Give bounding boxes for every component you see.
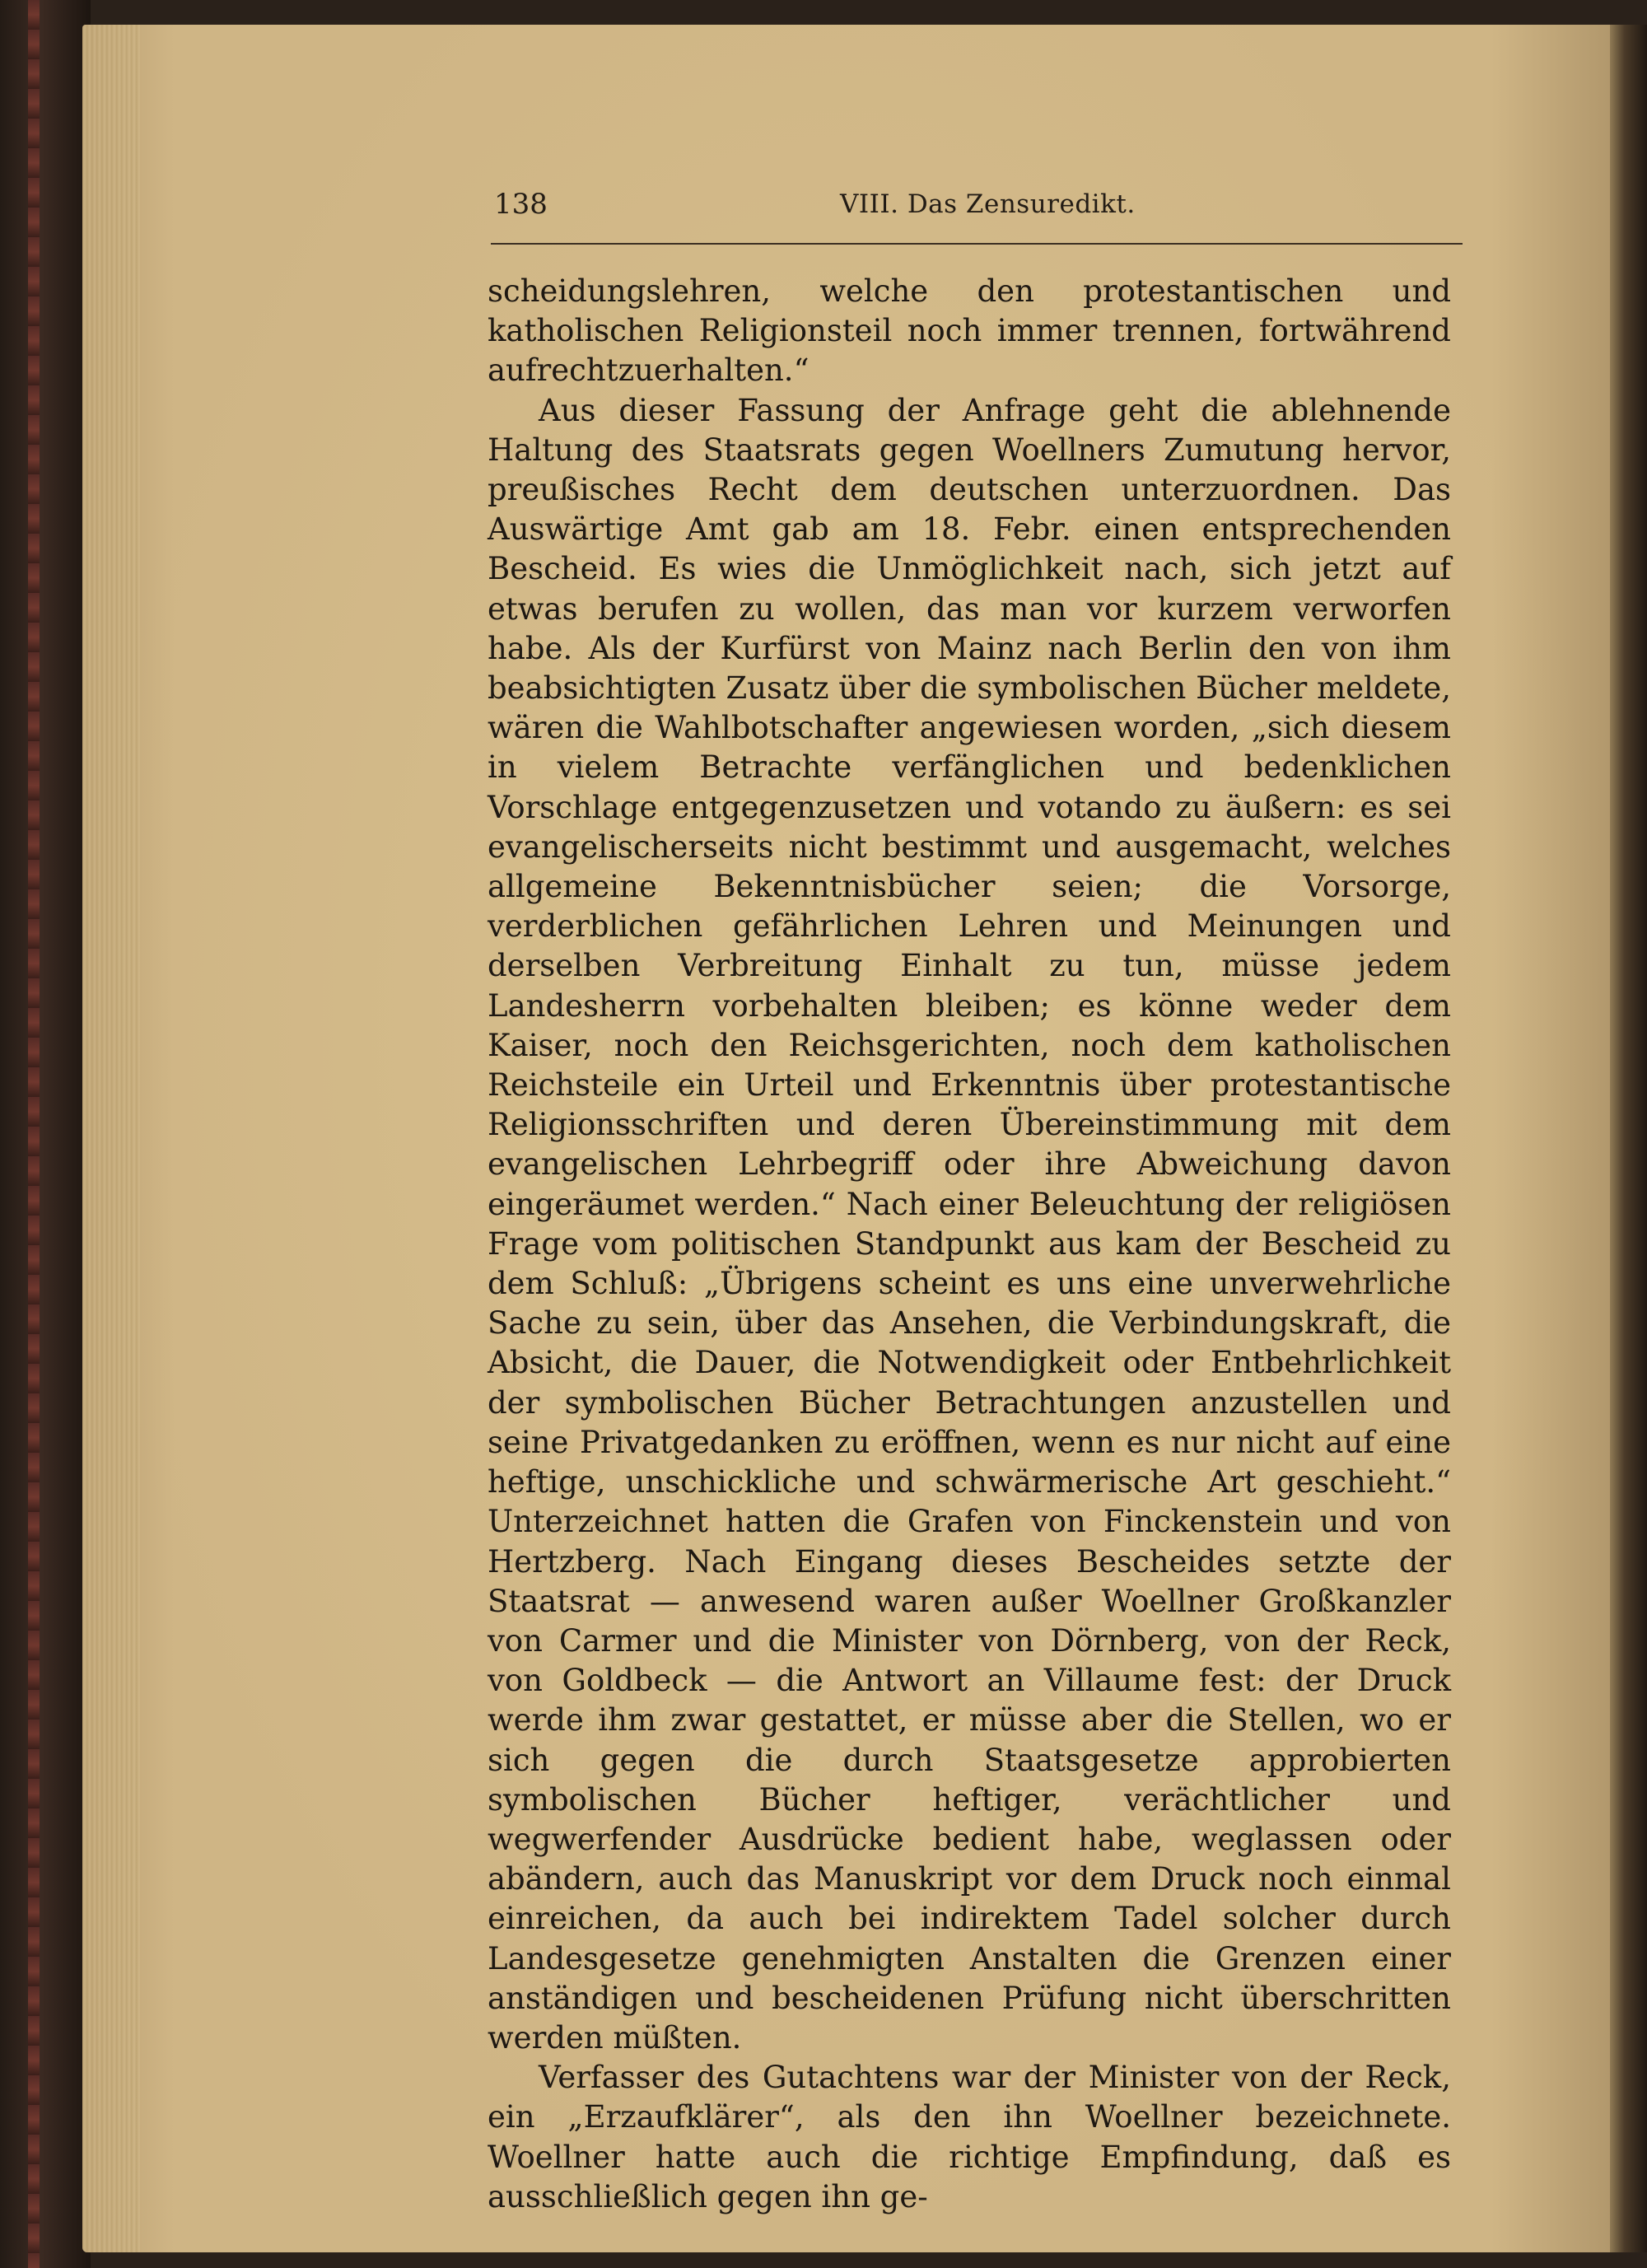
page-header — [494, 188, 1466, 237]
paragraph-main: Aus dieser Fassung der Anfrage geht die ablehnende Haltung des Staatsrats gegen Woellners Zumutung hervor, preußisches Recht dem deutschen unterzuordnen. Das Auswärtige Amt gab am 18. Febr. einen entsprechenden Bescheid. Es wies die Unmöglichkeit nach, sich jetzt auf etwas berufen zu wollen, das man vor kurzem verworfen habe. Als der Kurfürst von Mainz nach Berlin den von ihm beabsichtigten Zusatz über die symbolischen Bücher meldete, wären die Wahlbotschafter angewiesen worden, „sich diesem in vielem Betrachte verfänglichen und bedenklichen Vorschlage entgegenzusetzen und votando zu äußern: es sei evangelischerseits nicht bestimmt und ausgemacht, welches allgemeine Bekenntnisbücher seien; die Vorsorge, verderblichen gefährlichen Lehren und Meinungen und derselben Verbreitung Einhalt zu tun, müsse jedem Landesherrn vorbehalten bleiben; es könne weder dem Kaiser, noch den Reichsgerichten, noch dem katholischen Reichsteile ein Urteil und Erkenntnis über protestantische Religionsschriften und deren Übereinstimmung mit dem evangelischen Lehrbegriff oder ihre Abweichung davon eingeräumet werden.“ Nach einer Beleuchtung der religiösen Frage vom politischen Standpunkt aus kam der Bescheid zu dem Schluß: „Übrigens scheint es uns eine unverwehrliche Sache zu sein, über das Ansehen, die Verbindungskraft, die Absicht, die Dauer, die Notwendigkeit oder Entbehrlichkeit der symbolischen Bücher Betrachtungen anzustellen und seine Privatgedanken zu eröffnen, wenn es nur nicht auf eine heftige, unschickliche und schwärmerische Art geschieht.“ Unterzeichnet hatten die Grafen von Finckenstein und von Hertzberg. Nach Eingang dieses Bescheides setzte der Staatsrat — anwesend waren außer Woellner Großkanzler von Carmer und die Minister von Dörnberg, von der Reck, von Goldbeck — die Antwort an Villaume fest: der Druck werde ihm zwar gestattet, er müsse aber die Stellen, wo er sich gegen die durch Staatsgesetze approbierten symbolischen Bücher heftiger, verächtlicher und wegwerfender Ausdrücke bedient habe, weglassen oder abändern, auch das Manuskript vor dem Druck noch einmal einreichen, da auch bei indirektem Tadel solcher durch Landesgesetze genehmigten Anstalten die Grenzen einer anständigen und bescheidenen Prüfung nicht überschritten werden müßten. — [488, 392, 1451, 2056]
running-head: VIII. Das Zensuredikt. — [840, 189, 1136, 219]
body-text — [488, 272, 1451, 2217]
page-number: 138 — [494, 188, 548, 221]
paragraph-final: Verfasser des Gutachtens war der Minister von der Reck, ein „Erzaufklärer“, als den ihn Woellner bezeichnete. Woellner hatte auch die richtige Empfindung, daß es ausschließlich gegen ihn ge- — [488, 2060, 1451, 2214]
page-edge-stack — [82, 25, 140, 2252]
book-binding — [0, 0, 91, 2268]
paragraph-continuation: scheidungslehren, welche den protestantischen und katholischen Religionsteil noch immer trennen, fortwährend aufrechtzuerhalten.“ — [488, 273, 1451, 389]
right-page-edge — [1610, 25, 1647, 2252]
binding-stripe — [28, 0, 40, 2268]
header-rule — [491, 243, 1463, 245]
